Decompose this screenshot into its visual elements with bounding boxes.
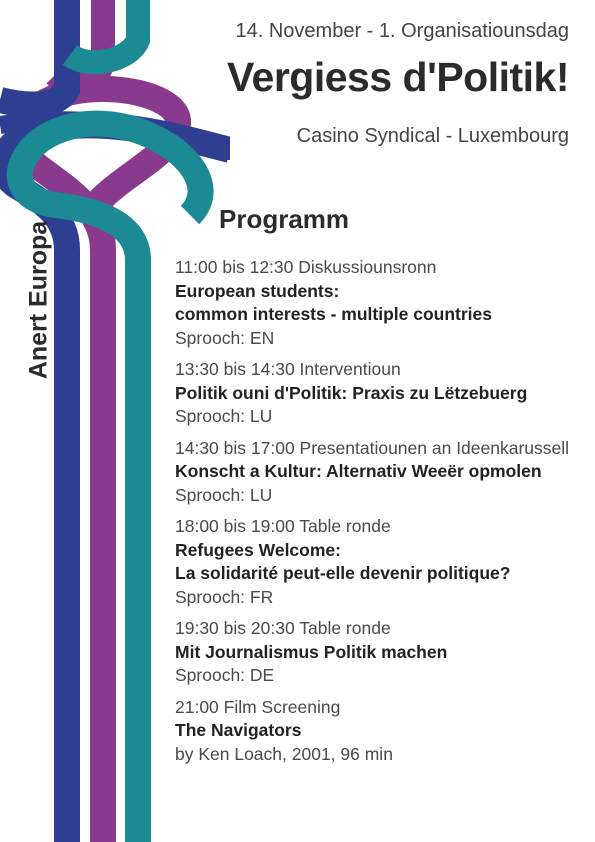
item-time: 21:00 Film Screening xyxy=(175,696,341,717)
item-title: Refugees Welcome: xyxy=(175,539,341,560)
item-title: Mit Journalismus Politik machen xyxy=(175,641,448,662)
item-time: 11:00 bis 12:30 Diskussiounsronn xyxy=(175,257,437,277)
item-title: La solidarité peut-elle devenir politique? xyxy=(175,563,511,583)
item-title: Konscht a Kultur: Alternativ Weeër opmolen xyxy=(175,461,542,481)
venue: Casino Syndical - Luxembourg xyxy=(296,125,569,147)
item-time: 18:00 bis 19:00 Table ronde xyxy=(175,516,391,536)
side-label: Anert Europa xyxy=(24,220,53,380)
navy-top xyxy=(0,0,67,104)
item-language: Sprooch: DE xyxy=(175,665,275,685)
item-time: 14:30 bis 17:00 Presentatiounen an Ideenkarussell xyxy=(175,437,570,458)
item-language: by Ken Loach, 2001, 96 min xyxy=(175,743,393,764)
item-language: Sprooch: EN xyxy=(175,327,275,348)
item-title: The Navigators xyxy=(175,720,302,740)
item-title: European students: xyxy=(175,280,340,301)
item-time: 13:30 bis 14:30 Interventioun xyxy=(175,359,401,379)
item-language: Sprooch: FR xyxy=(175,586,274,607)
program-item xyxy=(175,437,585,508)
program-heading: Programm xyxy=(219,204,350,234)
program-item xyxy=(175,515,585,609)
item-language: Sprooch: LU xyxy=(175,484,273,505)
item-language: Sprooch: LU xyxy=(175,406,273,426)
page-title: Vergiess d'Politik! xyxy=(226,54,569,100)
program-item xyxy=(175,358,585,429)
program-item xyxy=(175,617,585,688)
item-title: common interests - multiple countries xyxy=(175,304,492,324)
item-title: Politik ouni d'Politik: Praxis zu Lëtzebuerg xyxy=(175,382,528,403)
event-date: 14. November - 1. Organisatiounsdag xyxy=(235,20,569,42)
program-item xyxy=(175,256,585,350)
item-time: 19:30 bis 20:30 Table ronde xyxy=(175,618,391,638)
program-item xyxy=(175,696,585,767)
program-list xyxy=(175,256,585,774)
